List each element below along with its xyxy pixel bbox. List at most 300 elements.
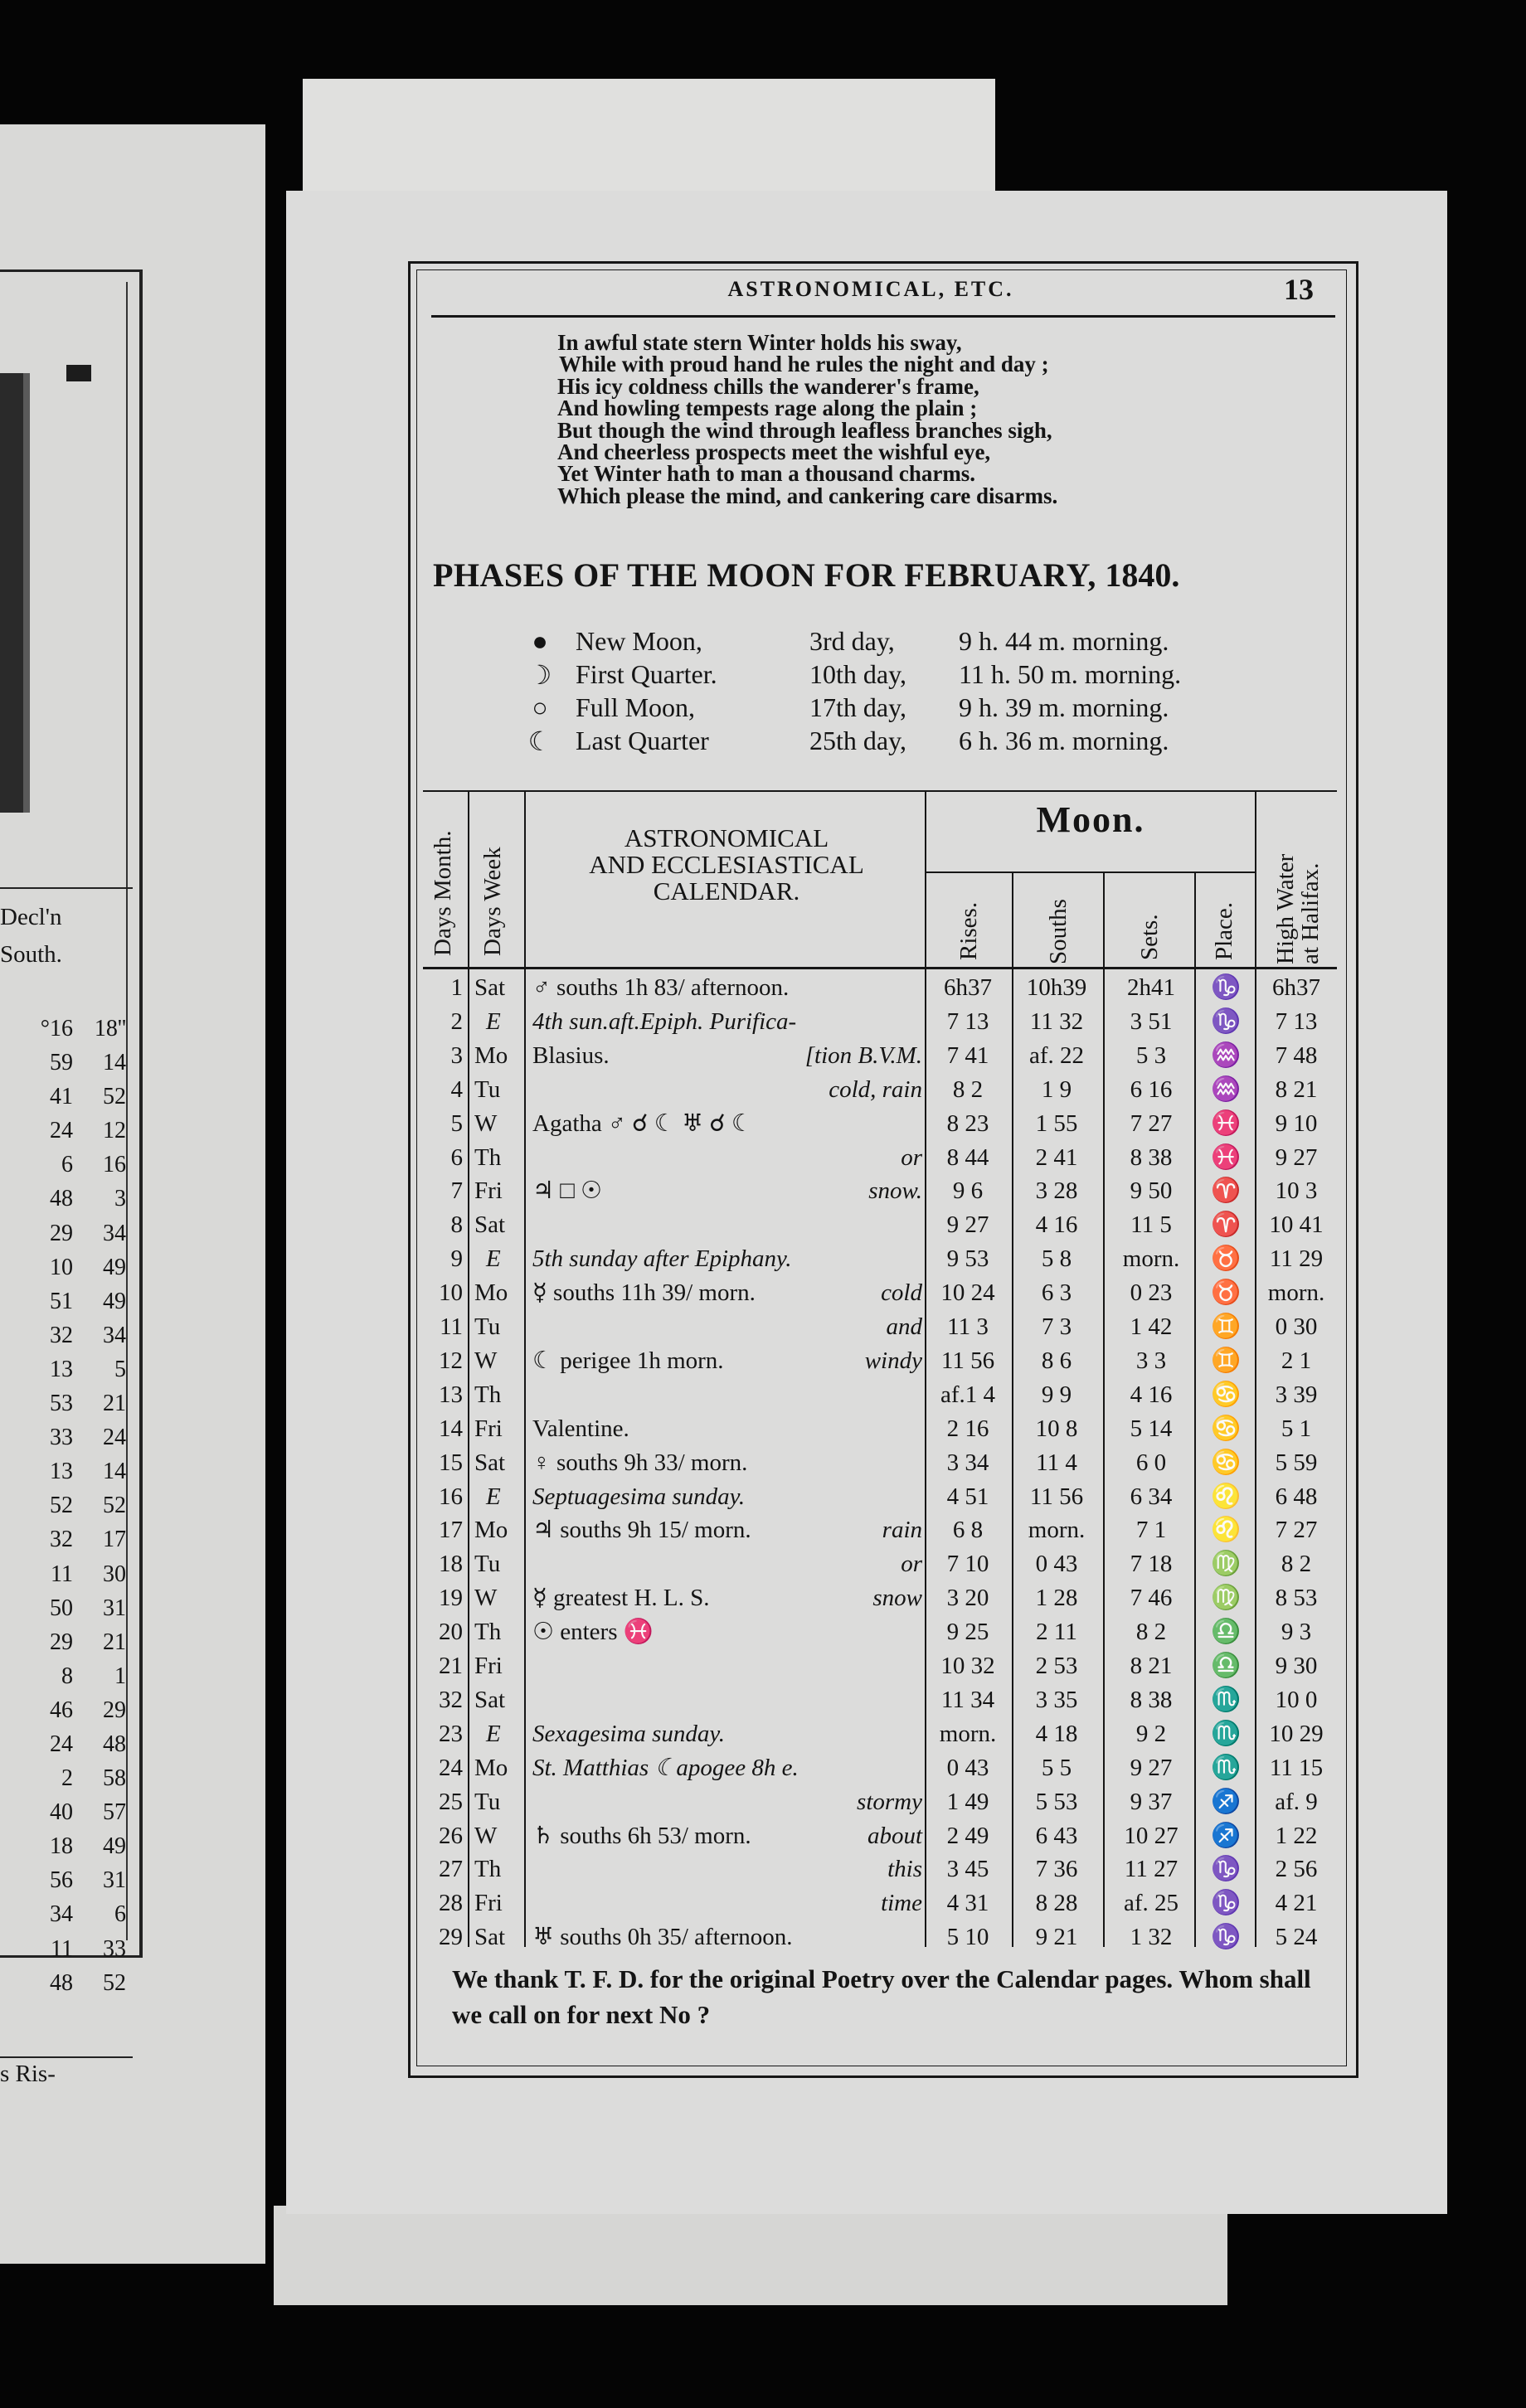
moon-souths: 7 36: [1035, 1856, 1078, 1883]
calendar-row: [423, 1412, 1337, 1446]
moon-place: ♌: [1210, 1517, 1242, 1544]
calendar-row: [423, 1174, 1337, 1208]
phases-year: 1840.: [1105, 556, 1180, 594]
day-of-week: Sat: [474, 1686, 506, 1713]
poem-line: Which please the mind, and cankering care disarms.: [557, 483, 1058, 508]
left-row-value: 41: [50, 1084, 73, 1110]
moon-souths: 11 4: [1036, 1449, 1077, 1476]
moon-souths: morn.: [1028, 1517, 1086, 1544]
left-row: [0, 1284, 133, 1318]
phase-day: 3rd day,: [809, 626, 895, 656]
event-text: ☾ perigee 1h morn.: [532, 1347, 724, 1374]
day-of-week: Sat: [474, 1211, 506, 1239]
weather-note: about: [867, 1822, 922, 1849]
phase-name: First Quarter.: [576, 659, 717, 689]
calendar-row: [423, 1141, 1337, 1175]
moon-rises: 6h37: [944, 974, 992, 1001]
moon-souths: 0 43: [1035, 1551, 1078, 1578]
left-row-value: 31: [103, 1867, 126, 1894]
left-row: [0, 1557, 133, 1591]
moon-souths: 6 3: [1041, 1279, 1072, 1307]
event-text: ♄ souths 6h 53/ morn.: [532, 1822, 751, 1849]
day-of-month: 7: [450, 1177, 463, 1205]
left-heading-1: Decl'n: [0, 904, 62, 930]
moon-sets: 9 37: [1130, 1788, 1173, 1815]
poem-line: In awful state stern Winter holds his sway,: [557, 330, 962, 355]
day-of-month: 10: [439, 1279, 463, 1307]
left-row-value: 48: [50, 1186, 73, 1212]
moon-souths: 10h39: [1026, 974, 1087, 1001]
calendar-row: [423, 1242, 1337, 1276]
high-water: morn.: [1267, 1279, 1325, 1307]
left-row-value: 11: [51, 1561, 73, 1587]
weather-note: [tion B.V.M.: [804, 1041, 922, 1069]
moon-souths: af. 22: [1028, 1041, 1085, 1069]
moon-souths: 3 28: [1035, 1177, 1078, 1205]
moon-souths: 1 55: [1035, 1109, 1078, 1137]
moon-place: ♒: [1210, 1041, 1242, 1069]
moon-sets: 0 23: [1130, 1279, 1173, 1307]
moon-souths: 3 35: [1035, 1686, 1078, 1713]
high-water: 2 1: [1281, 1347, 1312, 1374]
header-high-water-line: at Halifax.: [1297, 862, 1324, 964]
moon-sets: 11 5: [1130, 1211, 1172, 1239]
left-row: [0, 1250, 133, 1284]
moon-rises: 10 24: [940, 1279, 995, 1307]
high-water: 9 30: [1275, 1653, 1318, 1679]
calendar-row: [423, 1886, 1337, 1920]
moon-rule: [926, 871, 1255, 873]
page-edge: [274, 2206, 1227, 2305]
day-of-month: 24: [439, 1754, 463, 1781]
engraving-fragment: [0, 373, 23, 813]
high-water: 1 22: [1275, 1822, 1318, 1849]
left-row: [0, 1080, 133, 1114]
event-text: Agatha ♂ ☌ ☾ ♅ ☌ ☾: [532, 1109, 753, 1137]
day-of-month: 27: [439, 1856, 463, 1883]
high-water: 9 3: [1281, 1619, 1312, 1646]
moon-rises: 9 27: [946, 1211, 989, 1239]
moon-rises: 0 43: [946, 1754, 989, 1781]
high-water: 11 15: [1269, 1754, 1324, 1781]
event-text: ☿ souths 11h 39/ morn.: [532, 1279, 756, 1307]
left-row-value: 29: [50, 1220, 73, 1246]
left-row-value: 16: [103, 1152, 126, 1178]
weather-note: time: [881, 1890, 922, 1917]
left-row: [0, 1386, 133, 1420]
event-text: Septuagesima sunday.: [532, 1483, 746, 1510]
table-rule-top: [423, 790, 1337, 792]
day-of-month: 18: [439, 1551, 463, 1578]
calendar-row: [423, 1683, 1337, 1717]
moon-rises: 8 2: [952, 1075, 984, 1103]
left-declination-column: [0, 1012, 133, 2000]
full-moon-icon: ○: [532, 692, 548, 722]
moon-souths: 5 53: [1035, 1788, 1078, 1815]
high-water: 10 3: [1275, 1177, 1318, 1205]
moon-souths: 8 28: [1035, 1890, 1078, 1917]
left-row: [0, 1488, 133, 1522]
left-row-value: 49: [103, 1833, 126, 1860]
left-row: [0, 1625, 133, 1659]
header-high-water: [1273, 799, 1323, 964]
page-number: 13: [1284, 273, 1314, 306]
moon-sets: 8 38: [1130, 1686, 1173, 1713]
moon-rises: 9 6: [952, 1177, 984, 1205]
moon-rises: 9 25: [946, 1619, 989, 1646]
left-row-value: 31: [103, 1595, 126, 1621]
moon-place: ♉: [1210, 1279, 1242, 1307]
left-row-value: 11: [51, 1935, 73, 1962]
moon-rises: 10 32: [940, 1653, 995, 1679]
engraving-mark: [66, 365, 91, 381]
weather-note: cold, rain: [829, 1075, 922, 1103]
moon-rises: 6 8: [952, 1517, 984, 1544]
phases-title-text: PHASES OF THE MOON FOR FEBRUARY,: [433, 556, 1096, 594]
left-row: [0, 1761, 133, 1795]
high-water: 8 21: [1275, 1075, 1318, 1103]
day-of-month: 19: [439, 1585, 463, 1612]
day-of-week: E: [486, 1007, 501, 1035]
left-row: [0, 1182, 133, 1216]
left-row: [0, 1966, 133, 2000]
phase-day: 25th day,: [809, 726, 907, 755]
calendar-table: [423, 790, 1337, 1951]
left-row-value: 1: [114, 1663, 126, 1689]
left-row-value: 34: [103, 1322, 126, 1348]
left-page: [0, 124, 265, 2264]
calendar-row: [423, 971, 1337, 1005]
calendar-row: [423, 1615, 1337, 1649]
day-of-week: Tu: [474, 1788, 501, 1815]
day-of-month: 2: [450, 1007, 463, 1035]
weather-note: stormy: [857, 1788, 922, 1815]
left-row-value: 53: [50, 1391, 73, 1417]
left-row-value: 13: [50, 1356, 73, 1382]
header-high-water-line: High Water: [1272, 853, 1299, 964]
phase-time: 9 h. 39 m. morning.: [959, 692, 1169, 722]
moon-sets: morn.: [1122, 1245, 1180, 1273]
high-water: 10 29: [1269, 1720, 1324, 1747]
page-edge: [303, 79, 995, 195]
moon-souths: 7 3: [1041, 1313, 1072, 1340]
left-row: [0, 1932, 133, 1966]
moon-sets: 2h41: [1127, 974, 1175, 1001]
left-row: [0, 1352, 133, 1386]
moon-sets: 3 3: [1135, 1347, 1167, 1374]
header-rule: [431, 315, 1335, 318]
weather-note: this: [887, 1856, 922, 1883]
moon-rises: 4 51: [946, 1483, 989, 1510]
event-text: St. Matthias ☾apogee 8h e.: [532, 1754, 799, 1781]
moon-place: ♐: [1210, 1822, 1242, 1849]
moon-rises: 3 34: [946, 1449, 989, 1476]
moon-place: ♑: [1210, 1856, 1242, 1883]
day-of-week: Mo: [474, 1517, 508, 1544]
left-row-value: 46: [50, 1697, 73, 1723]
left-row: [0, 1216, 133, 1250]
left-row-value: 8: [61, 1663, 73, 1689]
left-footer: s Ris-: [0, 2061, 56, 2087]
high-water: 8 2: [1281, 1551, 1312, 1578]
day-of-month: 6: [450, 1143, 463, 1171]
moon-rises: 1 49: [946, 1788, 989, 1815]
day-of-week: Tu: [474, 1551, 501, 1578]
header-calendar: [527, 825, 926, 905]
moon-place: ♋: [1210, 1381, 1242, 1408]
calendar-row: [423, 1378, 1337, 1412]
left-row-value: 10: [50, 1254, 73, 1280]
left-row-value: 2: [61, 1765, 73, 1792]
day-of-week: Th: [474, 1381, 502, 1408]
day-of-month: 28: [439, 1890, 463, 1917]
moon-place: ♑: [1210, 974, 1242, 1001]
day-of-week: W: [474, 1109, 498, 1137]
left-row-value: 32: [50, 1322, 73, 1348]
left-row: [0, 1659, 133, 1693]
calendar-row: [423, 1581, 1337, 1615]
header-souths: Souths: [1045, 899, 1072, 964]
moon-sets: 1 42: [1130, 1313, 1173, 1340]
calendar-row: [423, 1920, 1337, 1954]
moon-sets: 9 50: [1130, 1177, 1173, 1205]
left-row-value: 32: [50, 1527, 73, 1553]
header-calendar-line: ASTRONOMICAL: [624, 823, 829, 852]
moon-souths: 2 11: [1036, 1619, 1077, 1646]
moon-sets: 7 27: [1130, 1109, 1173, 1137]
moon-place: ♑: [1210, 1924, 1242, 1951]
phase-name: Full Moon,: [576, 692, 696, 722]
left-row-value: 21: [103, 1629, 126, 1655]
event-text: ☉ enters ♓: [532, 1619, 654, 1646]
moon-place: ♊: [1210, 1347, 1242, 1374]
event-text: 4th sun.aft.Epiph. Purifica-: [532, 1007, 797, 1035]
high-water: 3 39: [1275, 1381, 1318, 1408]
event-text: ♅ souths 0h 35/ afternoon.: [532, 1924, 793, 1951]
phase-name: Last Quarter: [576, 726, 709, 755]
header-days-week: Days Week: [479, 847, 506, 956]
header-calendar-line: CALENDAR.: [653, 876, 800, 905]
left-row-value: 18'': [94, 1016, 126, 1041]
day-of-week: Mo: [474, 1041, 508, 1069]
left-row-value: 14: [103, 1050, 126, 1076]
weather-note: or: [901, 1143, 922, 1171]
calendar-row: [423, 1547, 1337, 1581]
day-of-month: 23: [439, 1720, 463, 1747]
day-of-week: Fri: [474, 1415, 503, 1442]
left-row-value: 50: [50, 1595, 73, 1621]
footer-note: We thank T. F. D. for the original Poetry over the Calendar pages. Whom shall we call on for next No ?: [452, 1964, 1311, 2029]
moon-sets: 4 16: [1130, 1381, 1173, 1408]
poem-line: But though the wind through leafless branches sigh,: [557, 417, 1052, 443]
moon-souths: 11 56: [1029, 1483, 1084, 1510]
moon-place: ♓: [1210, 1109, 1242, 1137]
moon-sets: 5 3: [1135, 1041, 1167, 1069]
left-row-value: 12: [103, 1118, 126, 1144]
moon-place: ♑: [1210, 1007, 1242, 1035]
poem-line: His icy coldness chills the wanderer's frame,: [557, 373, 979, 399]
day-of-month: 14: [439, 1415, 463, 1442]
moon-place: ♋: [1210, 1449, 1242, 1476]
moon-sets: af. 25: [1123, 1890, 1179, 1917]
day-of-week: W: [474, 1585, 498, 1612]
left-row: [0, 1318, 133, 1352]
moon-souths: 4 16: [1035, 1211, 1078, 1239]
left-row-value: 34: [103, 1220, 126, 1246]
moon-sets: 7 1: [1135, 1517, 1167, 1544]
moon-rises: af.1 4: [940, 1381, 996, 1408]
moon-rises: 8 23: [946, 1109, 989, 1137]
calendar-row: [423, 1276, 1337, 1310]
first-quarter-icon: ☽: [527, 660, 552, 690]
header-calendar-line: AND ECCLESIASTICAL: [589, 850, 864, 879]
left-row: [0, 1829, 133, 1863]
left-row-value: 14: [103, 1459, 126, 1485]
event-text: ♃ □ ☉: [532, 1177, 603, 1205]
moon-rises: 3 20: [946, 1585, 989, 1612]
day-of-month: 5: [450, 1109, 463, 1137]
day-of-week: Fri: [474, 1653, 503, 1679]
moon-rises: 5 10: [946, 1924, 989, 1951]
moon-place: ♏: [1210, 1686, 1242, 1713]
day-of-week: Th: [474, 1143, 502, 1171]
day-of-week: W: [474, 1347, 498, 1374]
left-heading-2: South.: [0, 941, 62, 968]
calendar-row: [423, 1005, 1337, 1039]
moon-place: ♏: [1210, 1720, 1242, 1747]
event-text: ☿ greatest H. L. S.: [532, 1585, 710, 1612]
day-of-month: 13: [439, 1381, 463, 1408]
high-water: 7 27: [1275, 1517, 1318, 1544]
day-of-month: 16: [439, 1483, 463, 1510]
moon-souths: 11 32: [1029, 1007, 1084, 1035]
day-of-week: W: [474, 1822, 498, 1849]
left-row-value: 49: [103, 1288, 126, 1314]
moon-place: ♈: [1210, 1177, 1242, 1205]
calendar-row: [423, 1344, 1337, 1378]
left-row: [0, 1897, 133, 1931]
left-row-value: 13: [50, 1459, 73, 1485]
day-of-week: Th: [474, 1856, 502, 1883]
weather-note: snow: [872, 1585, 922, 1612]
left-row-value: 59: [50, 1050, 73, 1076]
day-of-month: 25: [439, 1788, 463, 1815]
left-row-value: 24: [50, 1118, 73, 1144]
moon-souths: 4 18: [1035, 1720, 1078, 1747]
phase-time: 9 h. 44 m. morning.: [959, 626, 1169, 656]
moon-souths: 10 8: [1035, 1415, 1078, 1442]
moon-souths: 9 9: [1041, 1381, 1072, 1408]
calendar-row: [423, 1039, 1337, 1073]
day-of-month: 26: [439, 1822, 463, 1849]
moon-rises: 11 3: [947, 1313, 989, 1340]
moon-sets: 6 34: [1130, 1483, 1173, 1510]
moon-sets: 9 27: [1130, 1754, 1173, 1781]
moon-place: ♍: [1210, 1585, 1242, 1612]
high-water: 8 53: [1275, 1585, 1318, 1612]
moon-souths: 6 43: [1035, 1822, 1078, 1849]
left-row-value: 56: [50, 1867, 73, 1894]
moon-rises: 9 53: [946, 1245, 989, 1273]
moon-place: ♑: [1210, 1890, 1242, 1917]
left-row-value: 34: [50, 1901, 73, 1928]
weather-note: rain: [882, 1517, 922, 1544]
weather-note: snow.: [868, 1177, 922, 1205]
calendar-row: [423, 1446, 1337, 1480]
moon-sets: 7 18: [1130, 1551, 1173, 1578]
high-water: 4 21: [1275, 1890, 1318, 1917]
left-row-value: 52: [50, 1493, 73, 1519]
moon-rises: 8 44: [946, 1143, 989, 1171]
moon-place: ♍: [1210, 1551, 1242, 1578]
left-row-value: 52: [103, 1493, 126, 1519]
high-water: 5 1: [1281, 1415, 1312, 1442]
high-water: 10 0: [1275, 1686, 1318, 1713]
left-row-value: 57: [103, 1799, 126, 1826]
left-row-value: 33: [103, 1935, 126, 1962]
moon-rises: 7 41: [946, 1041, 989, 1069]
day-of-week: Fri: [474, 1890, 503, 1917]
moon-sets: 8 2: [1135, 1619, 1167, 1646]
day-of-month: 12: [439, 1347, 463, 1374]
moon-place: ♏: [1210, 1754, 1242, 1781]
high-water: 9 10: [1275, 1109, 1318, 1137]
calendar-row: [423, 1852, 1337, 1886]
table-rule-header: [423, 967, 1337, 969]
moon-place: ♋: [1210, 1415, 1242, 1442]
day-of-month: 9: [450, 1245, 463, 1273]
moon-place: ♎: [1210, 1653, 1242, 1679]
moon-rises: 2 16: [946, 1415, 989, 1442]
calendar-row: [423, 1751, 1337, 1785]
new-moon-icon: ●: [532, 626, 548, 656]
left-rule: [0, 2056, 133, 2058]
day-of-month: 1: [450, 974, 463, 1001]
left-row-value: 40: [50, 1799, 73, 1826]
moon-sets: 9 2: [1135, 1720, 1167, 1747]
left-row-value: 29: [103, 1697, 126, 1723]
high-water: 10 41: [1269, 1211, 1324, 1239]
moon-place: ♊: [1210, 1313, 1242, 1340]
left-row-value: 18: [50, 1833, 73, 1860]
calendar-row: [423, 1310, 1337, 1344]
header-place: Place.: [1211, 901, 1237, 960]
moon-rises: 11 56: [940, 1347, 995, 1374]
left-row-value: 48: [103, 1731, 126, 1757]
moon-sets: 3 51: [1130, 1007, 1173, 1035]
left-row: [0, 1522, 133, 1556]
high-water: 7 13: [1275, 1007, 1318, 1035]
poem: [557, 332, 1221, 507]
left-row-value: 58: [103, 1765, 126, 1792]
left-row-value: 51: [50, 1288, 73, 1314]
left-row: [0, 1114, 133, 1148]
moon-souths: 5 8: [1041, 1245, 1072, 1273]
moon-souths: 2 41: [1035, 1143, 1078, 1171]
moon-souths: 9 21: [1035, 1924, 1078, 1951]
left-row: [0, 1693, 133, 1727]
left-row-value: 29: [50, 1629, 73, 1655]
left-row: [0, 1591, 133, 1625]
left-row-value: 17: [103, 1527, 126, 1553]
day-of-month: 32: [439, 1686, 463, 1713]
event-text: 5th sunday after Epiphany.: [532, 1245, 792, 1273]
day-of-month: 11: [440, 1313, 463, 1340]
left-row: [0, 1795, 133, 1829]
moon-sets: 10 27: [1124, 1822, 1179, 1849]
left-row: [0, 1148, 133, 1182]
weather-note: and: [886, 1313, 922, 1340]
